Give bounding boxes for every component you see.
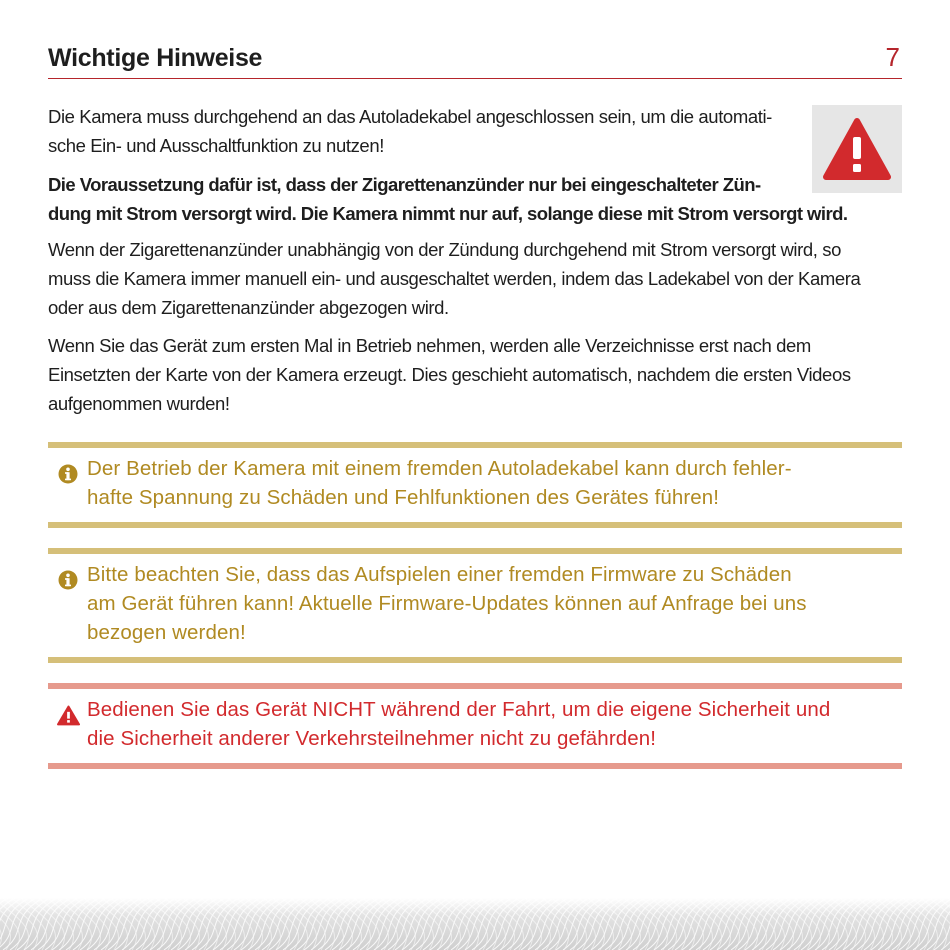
- info-note-1: [48, 442, 902, 528]
- paragraph-line: dung mit Strom versorgt wird. Die Kamera nimmt nur auf, solange diese mit Strom versorgt wird.: [48, 203, 848, 224]
- note-line: Der Betrieb der Kamera mit einem fremden Autoladekabel kann durch fehler-: [87, 457, 792, 480]
- note-line: Bedienen Sie das Gerät NICHT während der Fahrt, um die eigene Sicherheit und: [87, 698, 831, 721]
- paragraph-line: Wenn der Zigarettenanzünder unabhängig von der Zündung durchgehend mit Strom versorgt wird, so: [48, 239, 841, 260]
- note-text: [87, 695, 902, 753]
- footer-pattern: [0, 898, 950, 950]
- warning-note: [48, 683, 902, 769]
- paragraph-line: aufgenommen wurden!: [48, 393, 230, 414]
- paragraph-1: [48, 102, 772, 160]
- paragraph-line: Wenn Sie das Gerät zum ersten Mal in Betrieb nehmen, werden alle Verzeichnisse erst nach dem: [48, 335, 811, 356]
- note-line: die Sicherheit anderer Verkehrsteilnehmer nicht zu gefährden!: [87, 727, 657, 750]
- note-text: [87, 454, 902, 512]
- note-text: [87, 560, 902, 647]
- warning-triangle-icon: [57, 705, 80, 726]
- note-line: bezogen werden!: [87, 621, 246, 644]
- note-line: hafte Spannung zu Schäden und Fehlfunktionen des Gerätes führen!: [87, 486, 720, 509]
- paragraph-line: muss die Kamera immer manuell ein- und ausgeschaltet werden, indem das Ladekabel von der Kamera: [48, 268, 861, 289]
- paragraph-3: [48, 235, 860, 322]
- note-line: am Gerät führen kann! Aktuelle Firmware-Updates können auf Anfrage bei uns: [87, 592, 807, 615]
- info-circle-icon: [58, 570, 78, 590]
- paragraph-4: [48, 331, 851, 418]
- note-line: Bitte beachten Sie, dass das Aufspielen einer fremden Firmware zu Schäden: [87, 563, 792, 586]
- info-note-2: [48, 548, 902, 663]
- paragraph-line: sche Ein- und Ausschaltfunktion zu nutzen!: [48, 135, 384, 156]
- paragraph-line: oder aus dem Zigarettenanzünder abgezogen wird.: [48, 297, 449, 318]
- paragraph-2: [48, 170, 847, 228]
- paragraph-line: Die Kamera muss durchgehend an das Autoladekabel angeschlossen sein, um die automati-: [48, 106, 772, 127]
- paragraph-line: Die Voraussetzung dafür ist, dass der Zigarettenanzünder nur bei eingeschalteter Zün-: [48, 174, 761, 195]
- page-header: [48, 40, 902, 79]
- info-circle-icon: [58, 464, 78, 484]
- page-number: 7: [885, 42, 900, 72]
- page-title: Wichtige Hinweise: [48, 44, 263, 72]
- paragraph-line: Einsetzten der Karte von der Kamera erzeugt. Dies geschieht automatisch, nachdem die ersten Videos: [48, 364, 851, 385]
